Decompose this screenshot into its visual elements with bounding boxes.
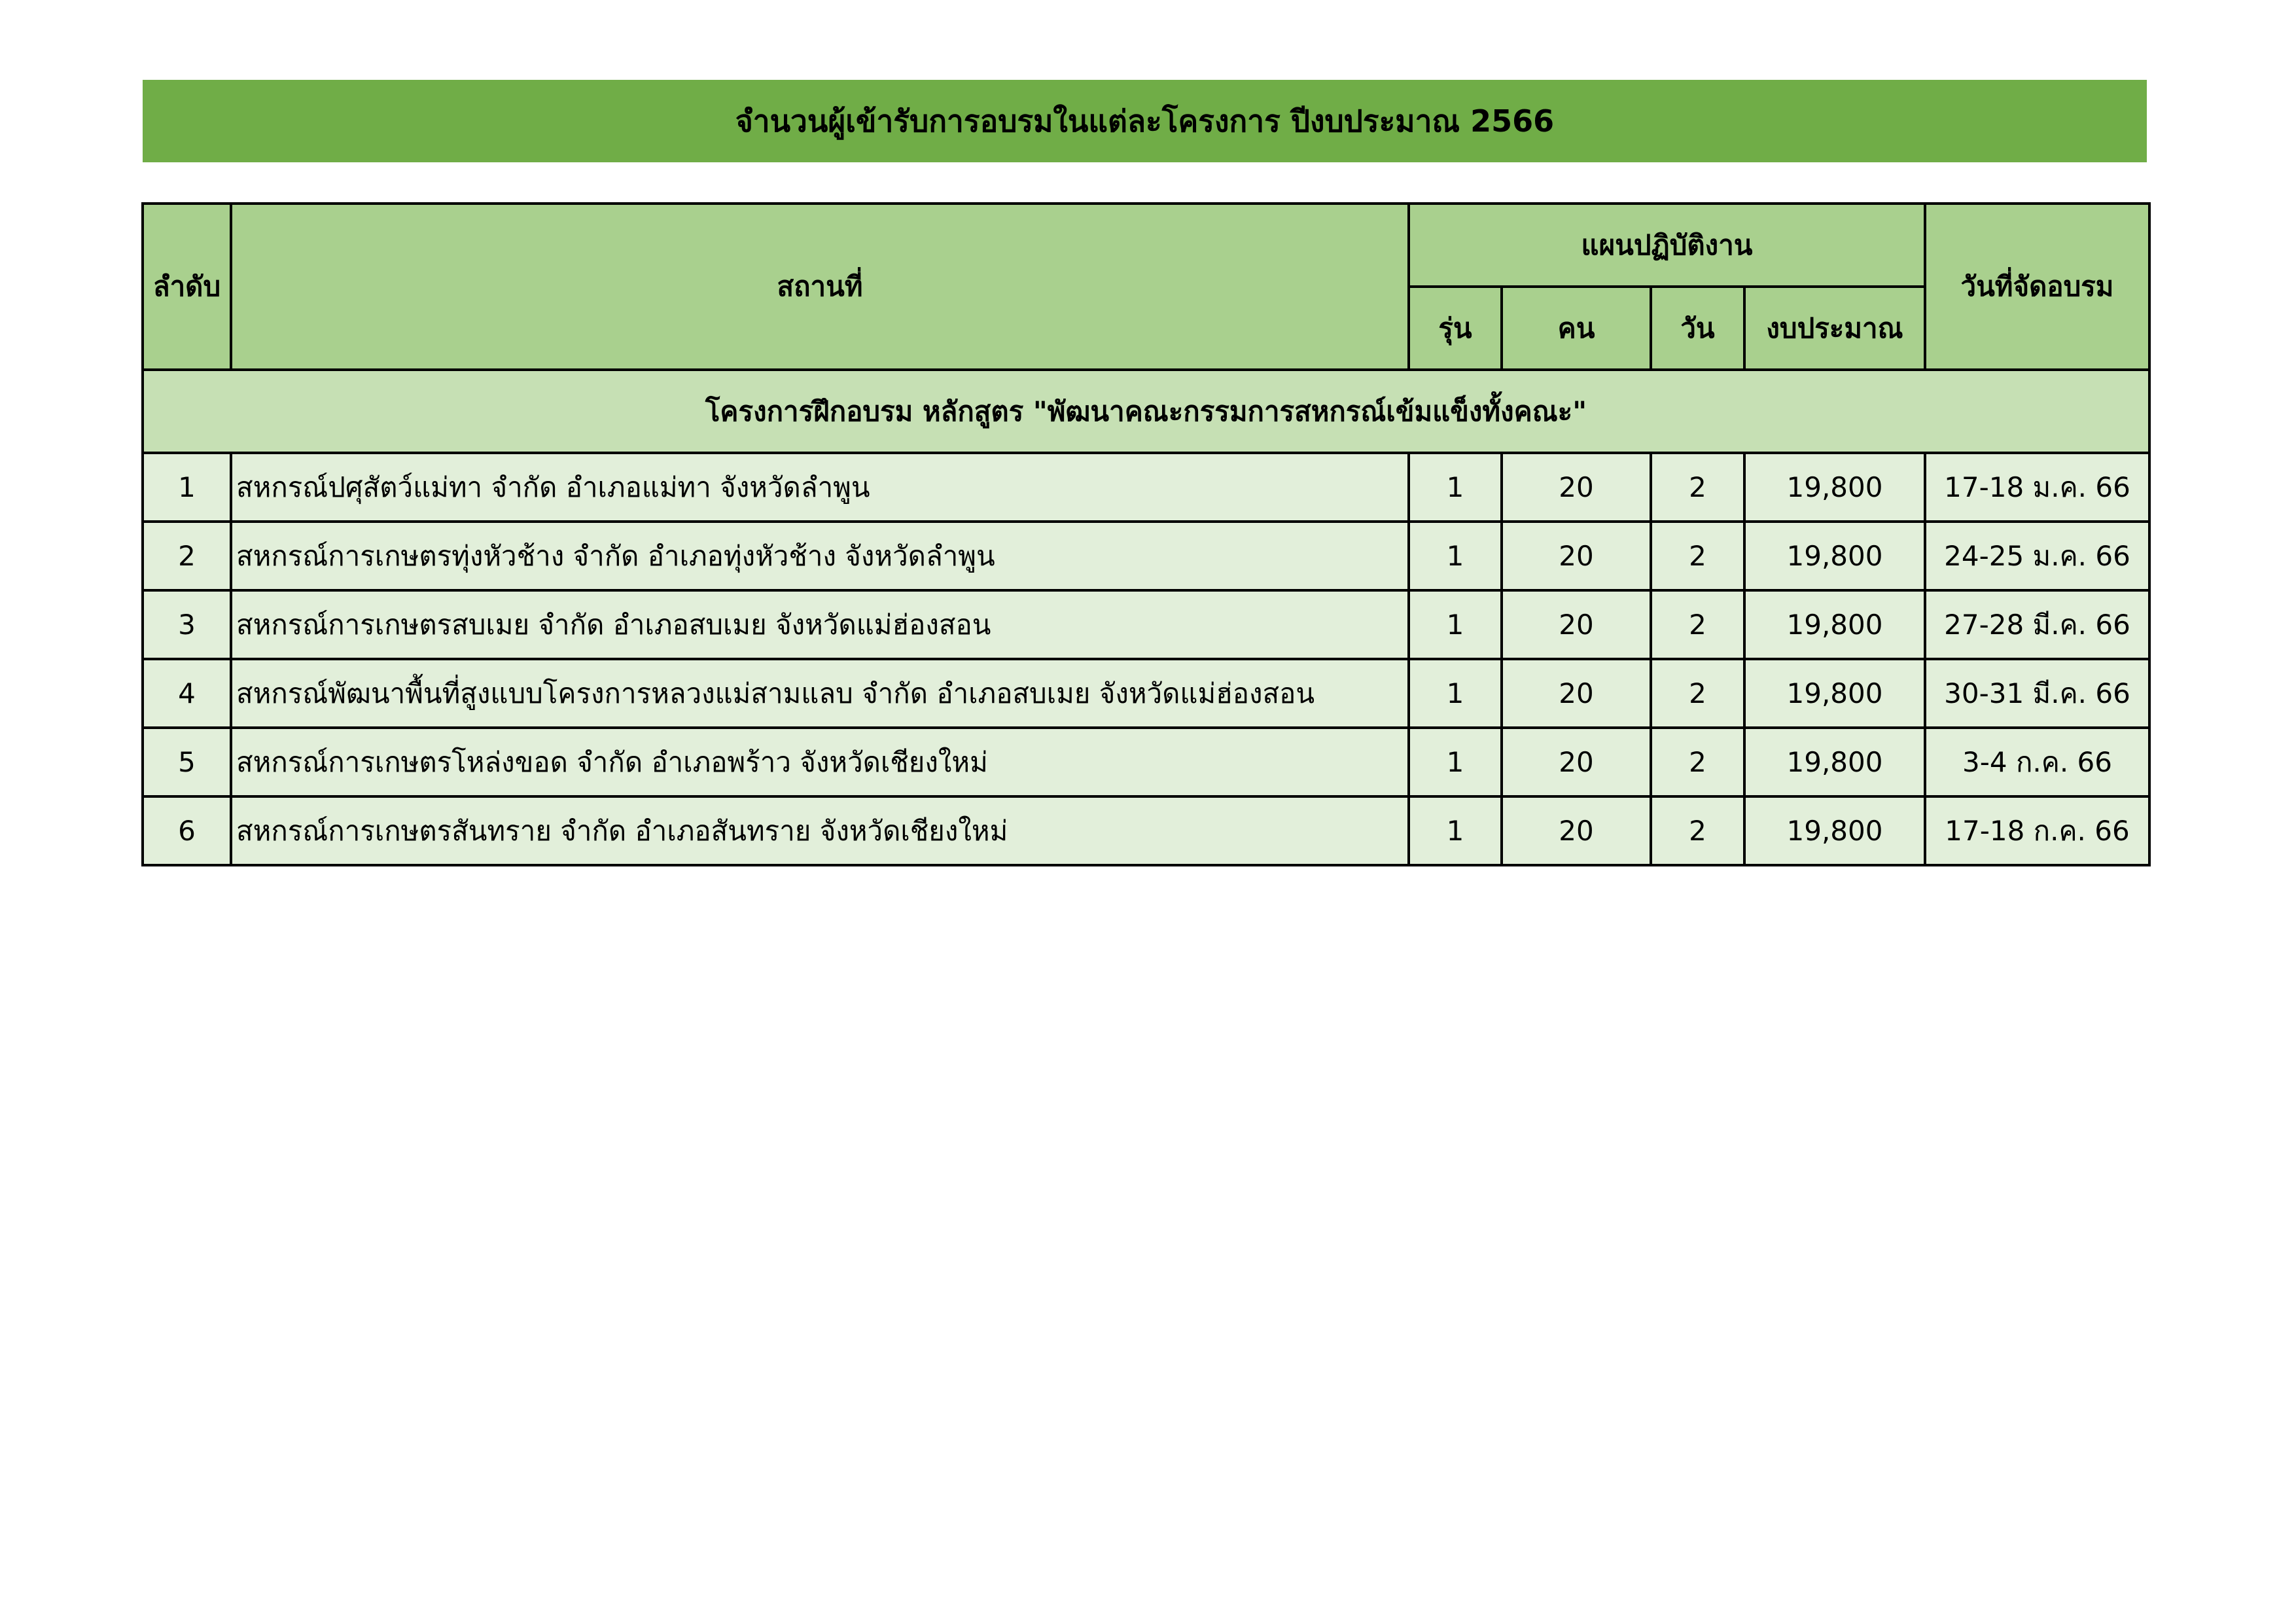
col-header-no: ลำดับ bbox=[143, 204, 231, 370]
col-header-batch: รุ่น bbox=[1409, 287, 1502, 370]
cell-date: 17-18 ม.ค. 66 bbox=[1925, 453, 2149, 522]
cell-budget: 19,800 bbox=[1744, 453, 1925, 522]
table-row bbox=[143, 522, 2149, 590]
cell-place: สหกรณ์การเกษตรทุ่งหัวช้าง จำกัด อำเภอทุ่งหัวช้าง จังหวัดลำพูน bbox=[231, 522, 1409, 590]
cell-days: 2 bbox=[1651, 659, 1744, 728]
group-title: โครงการฝึกอบรม หลักสูตร "พัฒนาคณะกรรมการสหกรณ์เข้มแข็งทั้งคณะ" bbox=[143, 370, 2149, 453]
cell-batch: 1 bbox=[1409, 796, 1502, 865]
cell-days: 2 bbox=[1651, 522, 1744, 590]
cell-budget: 19,800 bbox=[1744, 796, 1925, 865]
cell-budget: 19,800 bbox=[1744, 522, 1925, 590]
cell-budget: 19,800 bbox=[1744, 590, 1925, 659]
cell-date: 17-18 ก.ค. 66 bbox=[1925, 796, 2149, 865]
cell-batch: 1 bbox=[1409, 590, 1502, 659]
cell-people: 20 bbox=[1502, 659, 1651, 728]
cell-date: 24-25 ม.ค. 66 bbox=[1925, 522, 2149, 590]
cell-budget: 19,800 bbox=[1744, 728, 1925, 796]
table-row bbox=[143, 796, 2149, 865]
cell-people: 20 bbox=[1502, 796, 1651, 865]
cell-days: 2 bbox=[1651, 453, 1744, 522]
cell-batch: 1 bbox=[1409, 728, 1502, 796]
cell-people: 20 bbox=[1502, 590, 1651, 659]
cell-no: 1 bbox=[143, 453, 231, 522]
cell-no: 4 bbox=[143, 659, 231, 728]
col-header-plan: แผนปฏิบัติงาน bbox=[1409, 204, 1925, 287]
group-row bbox=[143, 370, 2149, 453]
cell-budget: 19,800 bbox=[1744, 659, 1925, 728]
cell-place: สหกรณ์พัฒนาพื้นที่สูงแบบโครงการหลวงแม่สามแลบ จำกัด อำเภอสบเมย จังหวัดแม่ฮ่องสอน bbox=[231, 659, 1409, 728]
cell-place: สหกรณ์การเกษตรสันทราย จำกัด อำเภอสันทราย จังหวัดเชียงใหม่ bbox=[231, 796, 1409, 865]
cell-no: 2 bbox=[143, 522, 231, 590]
cell-batch: 1 bbox=[1409, 522, 1502, 590]
cell-batch: 1 bbox=[1409, 659, 1502, 728]
cell-people: 20 bbox=[1502, 453, 1651, 522]
training-table bbox=[141, 202, 2151, 866]
cell-days: 2 bbox=[1651, 590, 1744, 659]
page-title: จำนวนผู้เข้ารับการอบรมในแต่ละโครงการ ปีงบประมาณ 2566 bbox=[143, 80, 2147, 162]
cell-no: 5 bbox=[143, 728, 231, 796]
cell-days: 2 bbox=[1651, 796, 1744, 865]
cell-place: สหกรณ์การเกษตรสบเมย จำกัด อำเภอสบเมย จังหวัดแม่ฮ่องสอน bbox=[231, 590, 1409, 659]
cell-days: 2 bbox=[1651, 728, 1744, 796]
table-row bbox=[143, 659, 2149, 728]
cell-batch: 1 bbox=[1409, 453, 1502, 522]
cell-date: 30-31 มี.ค. 66 bbox=[1925, 659, 2149, 728]
header-row bbox=[143, 204, 2149, 287]
col-header-place: สถานที่ bbox=[231, 204, 1409, 370]
col-header-budget: งบประมาณ bbox=[1744, 287, 1925, 370]
table-row bbox=[143, 590, 2149, 659]
cell-place: สหกรณ์การเกษตรโหล่งขอด จำกัด อำเภอพร้าว จังหวัดเชียงใหม่ bbox=[231, 728, 1409, 796]
col-header-date: วันที่จัดอบรม bbox=[1925, 204, 2149, 370]
col-header-people: คน bbox=[1502, 287, 1651, 370]
cell-people: 20 bbox=[1502, 522, 1651, 590]
cell-no: 6 bbox=[143, 796, 231, 865]
table-row bbox=[143, 453, 2149, 522]
cell-date: 3-4 ก.ค. 66 bbox=[1925, 728, 2149, 796]
col-header-days: วัน bbox=[1651, 287, 1744, 370]
cell-date: 27-28 มี.ค. 66 bbox=[1925, 590, 2149, 659]
cell-place: สหกรณ์ปศุสัตว์แม่ทา จำกัด อำเภอแม่ทา จังหวัดลำพูน bbox=[231, 453, 1409, 522]
cell-people: 20 bbox=[1502, 728, 1651, 796]
table-row bbox=[143, 728, 2149, 796]
cell-no: 3 bbox=[143, 590, 231, 659]
